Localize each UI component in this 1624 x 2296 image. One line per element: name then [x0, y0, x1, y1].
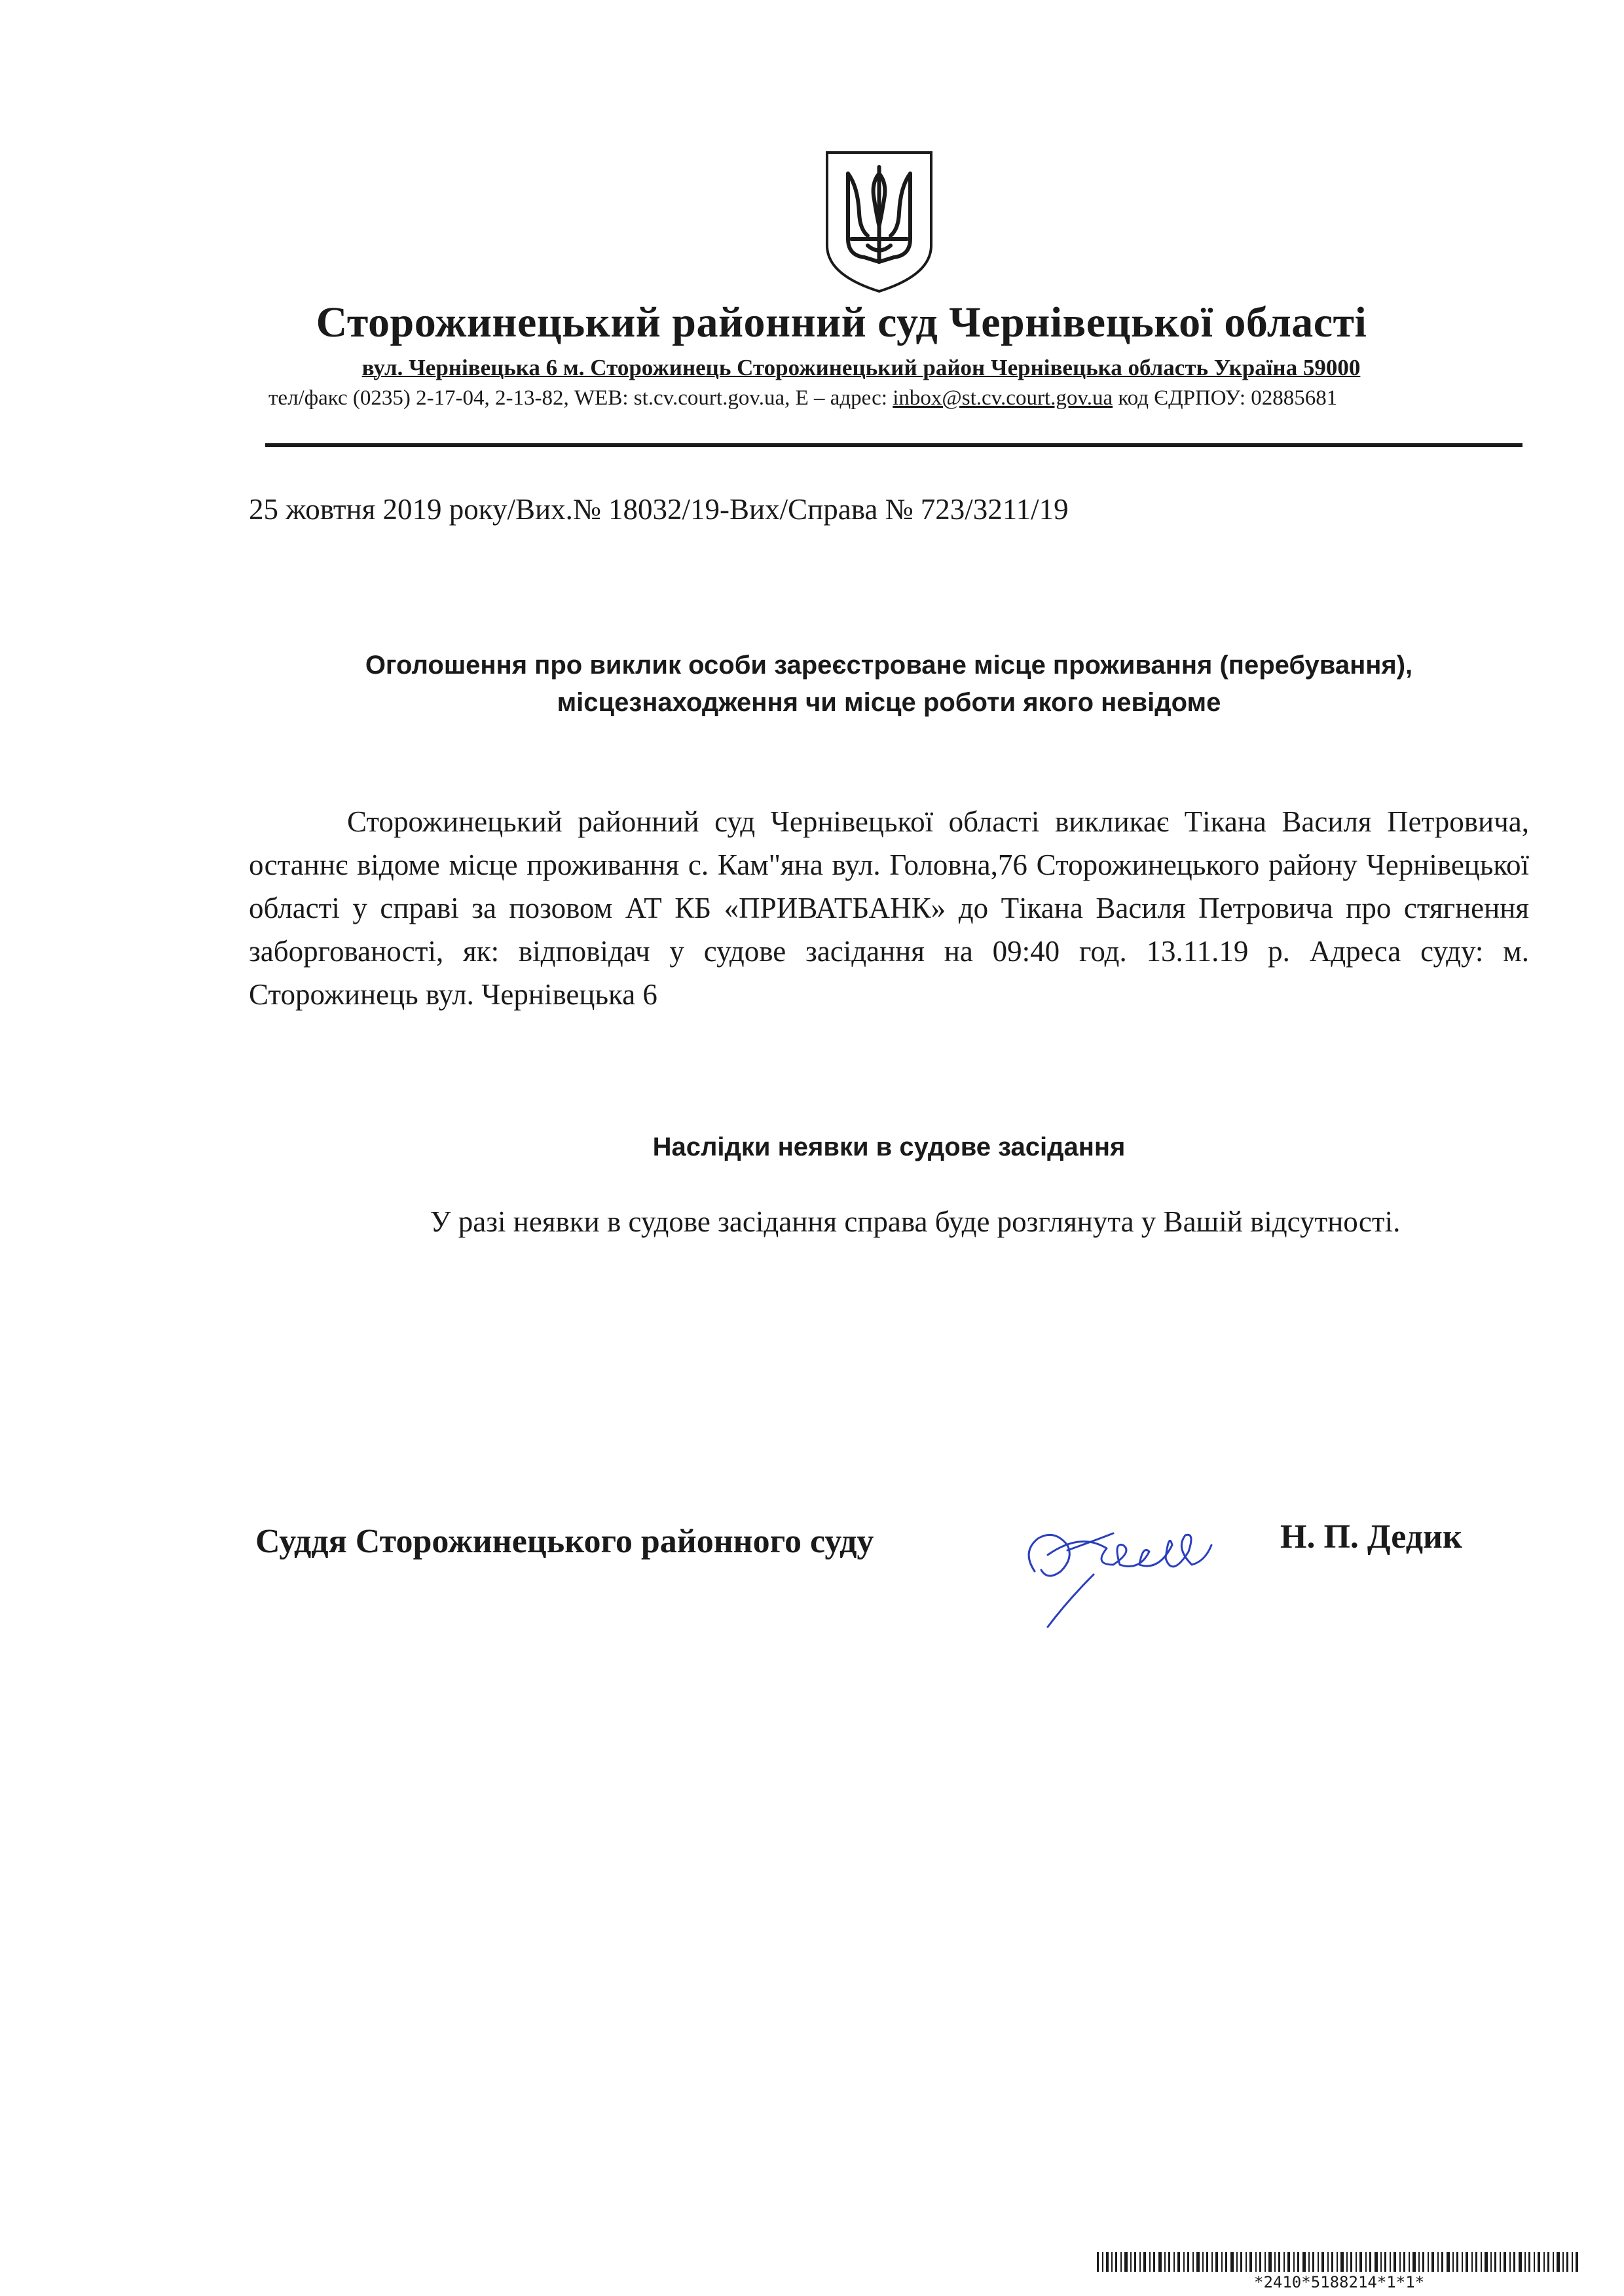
barcode-number: *2410*5188214*1*1* — [1254, 2273, 1425, 2291]
court-code: код ЄДРПОУ: 02885681 — [1113, 386, 1338, 410]
consequences-title: Наслідки неявки в судове засідання — [652, 1133, 1126, 1161]
handwritten-signature — [1008, 1493, 1225, 1637]
court-email-link[interactable]: inbox@st.cv.court.gov.ua — [893, 386, 1113, 410]
coat-of-arms-emblem — [822, 147, 936, 295]
notice-body: Сторожинецький районний суд Чернівецької області викликає Тікана Василя Петровича, останнє відоме місце проживання с. Кам"яна вул. Головна,76 Сторожинецького району Чернівецької області у справі за позовом АТ КБ «ПРИВАТБАНК» до Тікана Василя Петровича про стягнення заборгованості, як: відповідач у судове засідання на 09:40 год. 13.11.19 р. Адреса суду: м. Сторожинець вул. Чернівецька 6 — [249, 805, 1529, 1011]
notice-title-line-2: місцезнаходження чи місце роботи якого невідоме — [557, 688, 1221, 717]
consequences-text: У разі неявки в судове засідання справа буде розглянута у Вашій відсутності. — [430, 1205, 1401, 1238]
court-address: вул. Чернівецька 6 м. Сторожинець Сторожинецький район Чернівецька область Україна 59000 — [361, 355, 1361, 380]
outgoing-reference: 25 жовтня 2019 року/Вих.№ 18032/19-Вих/Справа № 723/3211/19 — [249, 493, 1069, 526]
notice-title — [249, 647, 1529, 721]
notice-title-line-1: Оголошення про виклик особи зареєстроване місце проживання (перебування), — [365, 651, 1413, 680]
judge-title: Суддя Сторожинецького районного суду — [255, 1523, 874, 1560]
court-name: Сторожинецький районний суд Чернівецької області — [316, 299, 1367, 346]
barcode — [1097, 2252, 1581, 2272]
contacts-phone-web: тел/факс (0235) 2-17-04, 2-13-82, WEB: st.cv.court.gov.ua, E – адрес: — [268, 386, 893, 410]
judge-name: Н. П. Дедик — [1280, 1518, 1462, 1556]
court-contacts — [268, 386, 1337, 410]
header-divider — [265, 443, 1522, 447]
